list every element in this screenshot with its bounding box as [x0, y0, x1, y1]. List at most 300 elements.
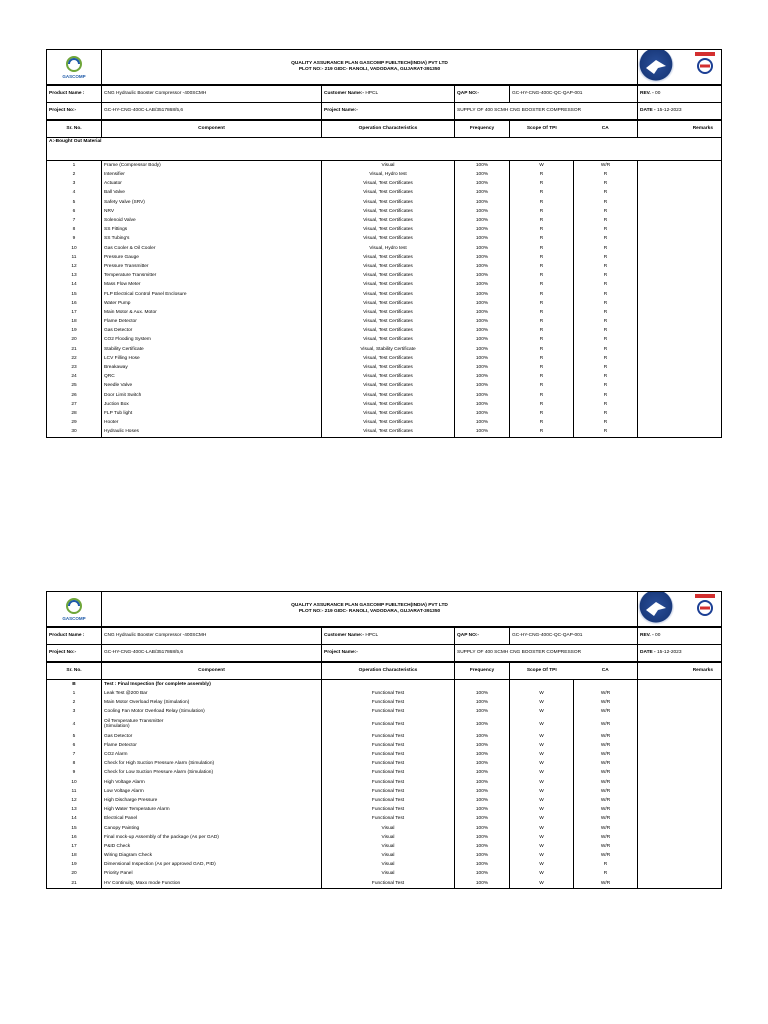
- row-frequency: 100%: [455, 796, 510, 805]
- table-row: [47, 354, 722, 363]
- row-scope-tpi: R: [510, 427, 574, 437]
- row-ca: W/R: [574, 708, 638, 717]
- row-remarks: [638, 391, 722, 400]
- row-sr-no: 21: [47, 345, 102, 354]
- row-scope-tpi: R: [510, 363, 574, 372]
- row-remarks: [638, 235, 722, 244]
- row-operation: Visual: [322, 833, 455, 842]
- product-name-label: Product Name :: [47, 628, 102, 645]
- table-row: [47, 418, 722, 427]
- row-sr-no: 10: [47, 778, 102, 787]
- row-frequency: 100%: [455, 824, 510, 833]
- row-component: Main Motor & Aux. Motor: [102, 308, 322, 317]
- company-line: QUALITY ASSURANCE PLAN GASCOMP FUELTECH(INDIA) PVT LTD: [291, 602, 448, 608]
- row-operation: Visual: [322, 842, 455, 851]
- row-component: Wiring Diagram Check: [102, 851, 322, 860]
- row-operation: Visual, Test Certificates: [322, 179, 455, 188]
- row-remarks: [638, 870, 722, 879]
- row-ca: W/R: [574, 698, 638, 707]
- row-frequency: 100%: [455, 299, 510, 308]
- row-component: SS Fittings: [102, 225, 322, 234]
- row-component: Frame (Compressor Body): [102, 161, 322, 170]
- section-a-title: A:-Bought Out Material: [47, 138, 722, 161]
- table-row: [47, 271, 722, 280]
- row-ca: W/R: [574, 689, 638, 698]
- row-remarks: [638, 280, 722, 289]
- row-remarks: [638, 382, 722, 391]
- qap-no-label: QAP NO:-: [455, 628, 510, 645]
- row-frequency: 100%: [455, 741, 510, 750]
- col-ca: CA: [601, 668, 609, 674]
- row-remarks: [638, 363, 722, 372]
- row-component: Ball Valve: [102, 189, 322, 198]
- row-ca: R: [574, 299, 638, 308]
- row-ca: R: [574, 382, 638, 391]
- row-remarks: [638, 814, 722, 823]
- row-ca: R: [574, 326, 638, 335]
- row-operation: Visual, Test Certificates: [322, 391, 455, 400]
- table-row: [47, 778, 722, 787]
- customer-name-label: Customer Name:-: [324, 633, 364, 639]
- row-frequency: 100%: [455, 244, 510, 253]
- row-remarks: [638, 824, 722, 833]
- row-frequency: 100%: [455, 805, 510, 814]
- row-ca: R: [574, 280, 638, 289]
- address-line: PLOT NO:- 219 GIDC- RANOLI, VADODARA, GUJARAT-391350: [298, 67, 441, 72]
- table-row: [47, 235, 722, 244]
- row-remarks: [638, 787, 722, 796]
- date-cell: [638, 103, 722, 120]
- row-ca: R: [574, 189, 638, 198]
- row-ca: R: [574, 235, 638, 244]
- qap-no-label: QAP NO:-: [455, 86, 510, 103]
- row-scope-tpi: R: [510, 271, 574, 280]
- row-operation: Visual, Test Certificates: [322, 372, 455, 381]
- row-scope-tpi: W: [510, 717, 574, 732]
- column-header-row: [47, 663, 722, 680]
- project-no-label: Project No:-: [47, 645, 102, 662]
- row-sr-no: 3: [47, 179, 102, 188]
- row-frequency: 100%: [455, 290, 510, 299]
- row-remarks: [638, 179, 722, 188]
- gascomp-logo-icon: [55, 596, 93, 622]
- company-line: QUALITY ASSURANCE PLAN GASCOMP FUELTECH(INDIA) PVT LTD: [291, 60, 448, 66]
- row-frequency: 100%: [455, 698, 510, 707]
- row-ca: W/R: [574, 778, 638, 787]
- row-component: NRV: [102, 207, 322, 216]
- rev-value: 00: [655, 633, 661, 639]
- row-remarks: [638, 326, 722, 335]
- row-ca: W/R: [574, 161, 638, 170]
- row-sr-no: 11: [47, 253, 102, 262]
- row-scope-tpi: W: [510, 161, 574, 170]
- row-frequency: 100%: [455, 170, 510, 179]
- row-ca: W/R: [574, 814, 638, 823]
- col-scope-tpi: Scope Of TPI: [526, 668, 557, 674]
- project-no-value: GC-HY-CNG-400C-LAB/3517868/5,6: [102, 645, 322, 662]
- row-sr-no: 19: [47, 860, 102, 869]
- row-remarks: [638, 225, 722, 234]
- row-ca: R: [574, 354, 638, 363]
- row-operation: Visual, Test Certificates: [322, 235, 455, 244]
- row-remarks: [638, 698, 722, 707]
- row-frequency: 100%: [455, 870, 510, 879]
- row-sr-no: 6: [47, 207, 102, 216]
- row-scope-tpi: R: [510, 354, 574, 363]
- row-remarks: [638, 842, 722, 851]
- row-operation: Visual: [322, 824, 455, 833]
- date-label: DATE -: [640, 108, 656, 114]
- row-ca: W/R: [574, 769, 638, 778]
- row-scope-tpi: R: [510, 170, 574, 179]
- row-remarks: [638, 741, 722, 750]
- row-operation: Functional Test: [322, 787, 455, 796]
- row-operation: Visual, Test Certificates: [322, 308, 455, 317]
- row-ca: R: [574, 308, 638, 317]
- date-value: 15-12-2023: [656, 650, 682, 656]
- table-row: [47, 741, 722, 750]
- row-frequency: 100%: [455, 409, 510, 418]
- row-component: Stability Certificate: [102, 345, 322, 354]
- row-frequency: 100%: [455, 833, 510, 842]
- row-component: [102, 717, 322, 732]
- customer-name-label: Customer Name:-: [324, 91, 364, 97]
- svg-text:GASCOMP: GASCOMP: [62, 616, 86, 621]
- row-component: Gas Detector: [102, 326, 322, 335]
- row-remarks: [638, 253, 722, 262]
- row-frequency: 100%: [455, 418, 510, 427]
- row-operation: Functional Test: [322, 717, 455, 732]
- address-line: PLOT NO:- 219 GIDC- RANOLI, VADODARA, GUJARAT-391350: [298, 609, 441, 614]
- row-sr-no: 22: [47, 354, 102, 363]
- row-scope-tpi: W: [510, 741, 574, 750]
- col-component: Component: [102, 121, 322, 138]
- row-sr-no: 8: [47, 759, 102, 768]
- col-sr-no: Sr. No.: [47, 121, 102, 138]
- section-b-title: Test : Final Inspection (for complete assembly): [102, 680, 322, 689]
- row-remarks: [638, 778, 722, 787]
- row-sr-no: 14: [47, 280, 102, 289]
- row-operation: Functional Test: [322, 741, 455, 750]
- table-row: [47, 225, 722, 234]
- row-sr-no: 7: [47, 750, 102, 759]
- row-frequency: 100%: [455, 842, 510, 851]
- table-row: [47, 198, 722, 207]
- row-ca: R: [574, 400, 638, 409]
- row-scope-tpi: R: [510, 225, 574, 234]
- project-name-value: SUPPLY OF 400 SCMH CNG BOOSTER COMPRESSOR: [455, 645, 638, 662]
- row-operation: Functional Test: [322, 732, 455, 741]
- qap-items-table-b: [46, 662, 722, 680]
- product-name-value: CNG Hydraulic Booster Compressor -400SCMH: [102, 628, 322, 645]
- row-scope-tpi: W: [510, 787, 574, 796]
- table-row: [47, 833, 722, 842]
- row-scope-tpi: R: [510, 244, 574, 253]
- row-operation: Visual, Test Certificates: [322, 409, 455, 418]
- table-row: [47, 698, 722, 707]
- row-remarks: [638, 750, 722, 759]
- row-frequency: 100%: [455, 814, 510, 823]
- row-frequency: 100%: [455, 391, 510, 400]
- svg-text:GASCOMP: GASCOMP: [62, 74, 86, 79]
- row-scope-tpi: R: [510, 189, 574, 198]
- col-component: Component: [102, 663, 322, 680]
- row-sr-no: 25: [47, 382, 102, 391]
- gascomp-logo-cell-b: [47, 592, 102, 627]
- row-frequency: 100%: [455, 363, 510, 372]
- row-component: Safety Valve (SRV): [102, 198, 322, 207]
- qap-info-table: [46, 85, 722, 120]
- row-ca: W/R: [574, 805, 638, 814]
- qap-items-table: [46, 120, 722, 161]
- table-row: [47, 170, 722, 179]
- row-frequency: 100%: [455, 271, 510, 280]
- row-scope-tpi: R: [510, 216, 574, 225]
- row-component: Needle Valve: [102, 382, 322, 391]
- row-scope-tpi: R: [510, 235, 574, 244]
- row-ca: R: [574, 244, 638, 253]
- row-sr-no: 30: [47, 427, 102, 437]
- row-operation: Visual: [322, 851, 455, 860]
- row-scope-tpi: W: [510, 778, 574, 787]
- row-scope-tpi: W: [510, 769, 574, 778]
- row-operation: Visual, Test Certificates: [322, 225, 455, 234]
- row-operation: Visual, Test Certificates: [322, 271, 455, 280]
- row-frequency: 100%: [455, 326, 510, 335]
- row-sr-no: 5: [47, 198, 102, 207]
- row-frequency: 100%: [455, 732, 510, 741]
- gascomp-logo-icon: [55, 54, 93, 80]
- row-component: High Water Temperature Alarm: [102, 805, 322, 814]
- client-logos-cell: [638, 50, 722, 85]
- col-tpi-ca: [510, 121, 638, 138]
- row-ca: R: [574, 216, 638, 225]
- col-frequency: Frequency: [455, 663, 510, 680]
- rev-cell: [638, 628, 722, 645]
- row-frequency: 100%: [455, 851, 510, 860]
- row-scope-tpi: W: [510, 824, 574, 833]
- row-operation: Visual, Test Certificates: [322, 326, 455, 335]
- row-scope-tpi: W: [510, 833, 574, 842]
- table-row: [47, 689, 722, 698]
- row-component: Door Limit Switch: [102, 391, 322, 400]
- col-operation: Operation Characteristics: [322, 663, 455, 680]
- row-sr-no: 10: [47, 244, 102, 253]
- row-frequency: 100%: [455, 235, 510, 244]
- row-sr-no: 19: [47, 326, 102, 335]
- row-frequency: 100%: [455, 354, 510, 363]
- row-frequency: 100%: [455, 769, 510, 778]
- row-scope-tpi: R: [510, 345, 574, 354]
- row-sr-no: 6: [47, 741, 102, 750]
- row-scope-tpi: W: [510, 698, 574, 707]
- row-sr-no: 27: [47, 400, 102, 409]
- customer-name-value: HPCL: [365, 91, 379, 97]
- row-operation: Visual, Test Certificates: [322, 427, 455, 437]
- row-operation: Visual, Test Certificates: [322, 299, 455, 308]
- row-component: Flame Detector: [102, 317, 322, 326]
- row-operation: Visual, Test Certificates: [322, 280, 455, 289]
- row-scope-tpi: R: [510, 253, 574, 262]
- row-scope-tpi: R: [510, 372, 574, 381]
- row-ca: R: [574, 427, 638, 437]
- row-scope-tpi: W: [510, 689, 574, 698]
- row-operation: Functional Test: [322, 759, 455, 768]
- row-component: Gas Cooler & Oil Cooler: [102, 244, 322, 253]
- row-remarks: [638, 354, 722, 363]
- government-emblem-icon: [638, 50, 674, 85]
- row-operation: Visual, Test Certificates: [322, 363, 455, 372]
- table-row: [47, 796, 722, 805]
- document-title: [102, 50, 638, 85]
- row-sr-no: 12: [47, 262, 102, 271]
- col-frequency: Frequency: [455, 121, 510, 138]
- customer-name-cell: [322, 628, 455, 645]
- product-name-value: CNG Hydraulic Booster Compressor -400SCMH: [102, 86, 322, 103]
- table-row: [47, 814, 722, 823]
- row-sr-no: 5: [47, 732, 102, 741]
- row-remarks: [638, 216, 722, 225]
- column-header-row: [47, 121, 722, 138]
- section-b-title-row: [47, 680, 722, 689]
- qap-no-value: GC-HY-CNG-400C-QC-QAP-001: [510, 628, 638, 645]
- row-sr-no: 9: [47, 235, 102, 244]
- row-sr-no: 4: [47, 189, 102, 198]
- row-ca: R: [574, 207, 638, 216]
- customer-name-value: HPCL: [365, 633, 379, 639]
- row-remarks: [638, 198, 722, 207]
- row-component: Juction Box: [102, 400, 322, 409]
- row-remarks: [638, 860, 722, 869]
- row-component: Breakaway: [102, 363, 322, 372]
- row-remarks: [638, 317, 722, 326]
- row-sr-no: 13: [47, 271, 102, 280]
- row-operation: Visual, Test Certificates: [322, 207, 455, 216]
- row-frequency: 100%: [455, 189, 510, 198]
- row-sr-no: 8: [47, 225, 102, 234]
- row-frequency: 100%: [455, 262, 510, 271]
- row-sr-no: 23: [47, 363, 102, 372]
- row-component: Solenoid Valve: [102, 216, 322, 225]
- row-ca: W/R: [574, 732, 638, 741]
- row-operation: Visual, Test Certificates: [322, 216, 455, 225]
- table-row: [47, 363, 722, 372]
- row-operation: Visual, Test Certificates: [322, 336, 455, 345]
- table-row: [47, 372, 722, 381]
- row-frequency: 100%: [455, 179, 510, 188]
- row-sr-no: 16: [47, 299, 102, 308]
- row-operation: Functional Test: [322, 879, 455, 889]
- row-operation: Visual, Test Certificates: [322, 198, 455, 207]
- row-component: Main Motor Overload Relay (Simulation): [102, 698, 322, 707]
- row-remarks: [638, 689, 722, 698]
- section-title-row: [47, 138, 722, 161]
- row-ca: R: [574, 225, 638, 234]
- table-row: [47, 717, 722, 732]
- row-component: High Voltage Alarm: [102, 778, 322, 787]
- row-sr-no: 11: [47, 787, 102, 796]
- row-operation: Visual, Test Certificates: [322, 290, 455, 299]
- row-component: Leak Test @200 Bar: [102, 689, 322, 698]
- row-remarks: [638, 189, 722, 198]
- section-a-rows: [46, 161, 722, 438]
- row-component: CO2 Alarm: [102, 750, 322, 759]
- row-remarks: [638, 418, 722, 427]
- row-sr-no: 20: [47, 336, 102, 345]
- row-component: Intensifier: [102, 170, 322, 179]
- row-frequency: 100%: [455, 198, 510, 207]
- col-ca: CA: [601, 126, 609, 132]
- row-remarks: [638, 409, 722, 418]
- table-row: [47, 427, 722, 437]
- row-frequency: 100%: [455, 860, 510, 869]
- row-ca: W/R: [574, 824, 638, 833]
- row-ca: R: [574, 409, 638, 418]
- row-frequency: 100%: [455, 280, 510, 289]
- row-ca: R: [574, 198, 638, 207]
- table-row: [47, 189, 722, 198]
- table-row: [47, 860, 722, 869]
- row-operation: Visual, Test Certificates: [322, 317, 455, 326]
- row-ca: R: [574, 179, 638, 188]
- row-operation: Functional Test: [322, 778, 455, 787]
- row-ca: R: [574, 170, 638, 179]
- row-component: Gas Detector: [102, 732, 322, 741]
- row-ca: R: [574, 317, 638, 326]
- row-operation: Functional Test: [322, 698, 455, 707]
- row-ca: W/R: [574, 879, 638, 889]
- row-component: FLP Tub light: [102, 409, 322, 418]
- section-b-sr: B: [47, 680, 102, 689]
- row-component: Cooling Fan Motor Overload Relay (Simulation): [102, 708, 322, 717]
- row-sr-no: 13: [47, 805, 102, 814]
- row-component: Check for High Suction Pressure Alarm (Simulation): [102, 759, 322, 768]
- row-ca: R: [574, 391, 638, 400]
- row-scope-tpi: R: [510, 198, 574, 207]
- row-component: HV Continuity, Maxx mode Function: [102, 879, 322, 889]
- table-row: [47, 708, 722, 717]
- date-value: 15-12-2023: [656, 108, 682, 114]
- product-name-label: Product Name :: [47, 86, 102, 103]
- row-component: Hydraulic Hoses: [102, 427, 322, 437]
- row-sr-no: 16: [47, 833, 102, 842]
- row-operation: Functional Test: [322, 689, 455, 698]
- row-sr-no: 15: [47, 824, 102, 833]
- government-emblem-icon: [638, 592, 674, 627]
- row-remarks: [638, 308, 722, 317]
- row-remarks: [638, 336, 722, 345]
- row-scope-tpi: W: [510, 814, 574, 823]
- row-scope-tpi: R: [510, 336, 574, 345]
- row-component: Actuator: [102, 179, 322, 188]
- row-operation: Functional Test: [322, 708, 455, 717]
- row-sr-no: 18: [47, 317, 102, 326]
- row-scope-tpi: R: [510, 299, 574, 308]
- row-ca: R: [574, 870, 638, 879]
- row-operation: Visual, Test Certificates: [322, 262, 455, 271]
- row-sr-no: 12: [47, 796, 102, 805]
- row-ca: R: [574, 262, 638, 271]
- table-row: [47, 409, 722, 418]
- row-frequency: 100%: [455, 787, 510, 796]
- row-component: Flame Detector: [102, 741, 322, 750]
- row-scope-tpi: R: [510, 400, 574, 409]
- row-remarks: [638, 708, 722, 717]
- row-ca: R: [574, 372, 638, 381]
- row-remarks: [638, 717, 722, 732]
- row-frequency: 100%: [455, 225, 510, 234]
- row-remarks: [638, 427, 722, 437]
